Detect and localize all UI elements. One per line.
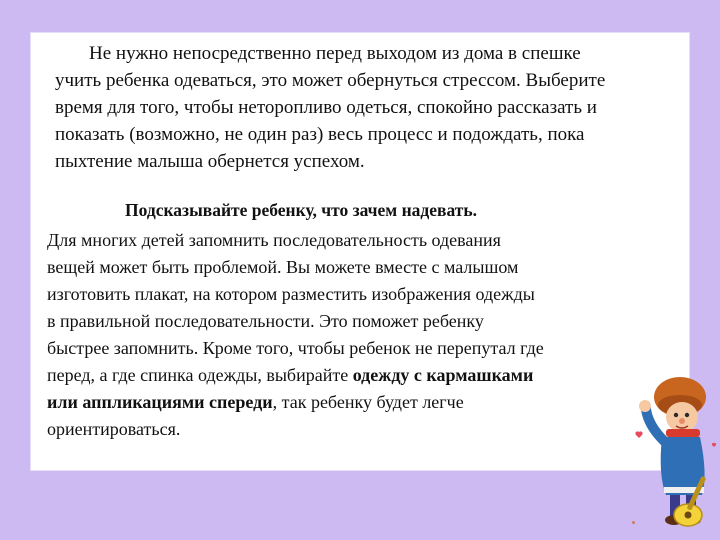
tip-line: быстрее запомнить. Кроме того, чтобы ребенок не перепутал где	[47, 338, 544, 358]
intro-paragraph	[55, 40, 680, 175]
cartoon-child-illustration	[628, 375, 720, 535]
tip-line: изготовить плакат, на котором разместить изображения одежды	[47, 284, 535, 304]
intro-line: пыхтение малыша обернется успехом.	[55, 151, 365, 172]
tip-emphasis: или аппликациями спереди	[47, 392, 273, 412]
intro-line: учить ребенка одеваться, это может обернуться стрессом. Выберите	[55, 70, 606, 91]
tip-text: перед, а где спинка одежды, выбирайте	[47, 365, 353, 385]
tip-line: в правильной последовательности. Это поможет ребенку	[47, 311, 484, 331]
tip-emphasis: одежду с кармашками	[352, 365, 534, 385]
tip-text: , так ребенку будет легче	[272, 392, 464, 412]
tip-line: ориентироваться.	[47, 419, 181, 439]
tip-paragraph	[47, 227, 657, 443]
decorative-dot	[632, 521, 635, 524]
tip-heading: Подсказывайте ребенку, что зачем надевать.	[125, 200, 478, 220]
intro-line: показать (возможно, не один раз) весь процесс и подождать, пока	[55, 124, 585, 145]
tip-line: Для многих детей запомнить последовательность одевания	[47, 230, 501, 250]
tip-line	[47, 362, 657, 389]
tip-line: вещей может быть проблемой. Вы можете вместе с малышом	[47, 257, 519, 277]
tip-line	[47, 389, 657, 416]
intro-line: время для того, чтобы неторопливо одеться, спокойно рассказать и	[55, 97, 597, 118]
intro-line: Не нужно непосредственно перед выходом из дома в спешке	[89, 43, 581, 64]
